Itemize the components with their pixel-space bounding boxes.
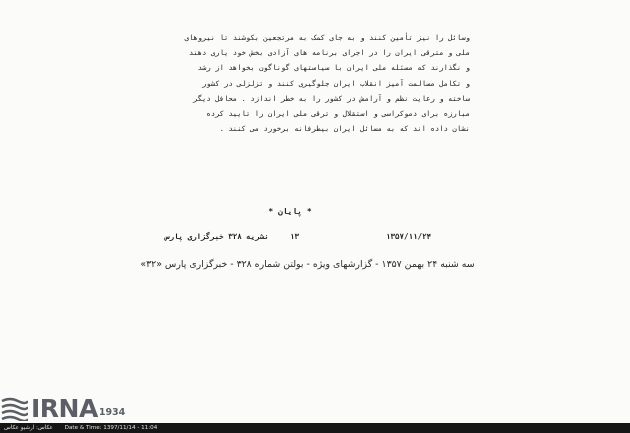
photo-info-bar xyxy=(0,423,630,433)
document-number: ۱۳ xyxy=(290,232,300,241)
end-mark: * پایان * xyxy=(268,207,312,216)
typed-line: نشان داده اند که به مسائل ایران بیطرفانه برخورد می کنند . xyxy=(219,124,470,134)
irna-wave-icon xyxy=(0,395,28,421)
typed-text-block xyxy=(150,30,470,136)
typed-line: و تکامل مسالمت آمیز انقلاب ایران جلوگیری کنند و تزلزلی در کشور xyxy=(202,78,470,88)
typed-line: و نگذارند که مسئله ملی ایران با سیاستهای گوناگون بخواهد از رشد xyxy=(197,63,470,73)
logo-name: IRNA xyxy=(31,393,98,423)
typed-line: مبارزه برای دموکراسی و استقلال و ترقی ملی ایران را تایید کرده xyxy=(206,109,470,119)
logo-year: 1934 xyxy=(98,407,126,418)
document-agency-line: نشریه ۳۲۸ خبرگزاری پارس xyxy=(165,232,269,241)
typed-line: وسائل را نیز تأمین کنند و به جای کمک به مرتجعین بکوشند تا نیروهای xyxy=(184,33,470,42)
photo-caption: سه شنبه ۲۴ بهمن ۱۳۵۷ - گزارشهای ویژه - بولتن شماره ۳۲۸ - خبرگزاری پارس «۳۲» xyxy=(140,259,475,270)
typed-line: ساخته و رعایت نظم و آرامش در کشور را به خطر اندازد . محافل دیگر xyxy=(193,93,470,103)
document-date: ۱۳۵۷/۱۱/۲۴ xyxy=(386,232,432,241)
photo-datetime: Date & Time: 1397/11/14 - 11:04 xyxy=(64,425,158,431)
photo-credit: عکاس: ارشیو عکاس xyxy=(4,425,53,431)
typed-line: ملی و مترقی ایران را در اجرای برنامه های آزادی بخش خود یاری دهند xyxy=(188,48,470,58)
irna-logo xyxy=(0,393,140,423)
